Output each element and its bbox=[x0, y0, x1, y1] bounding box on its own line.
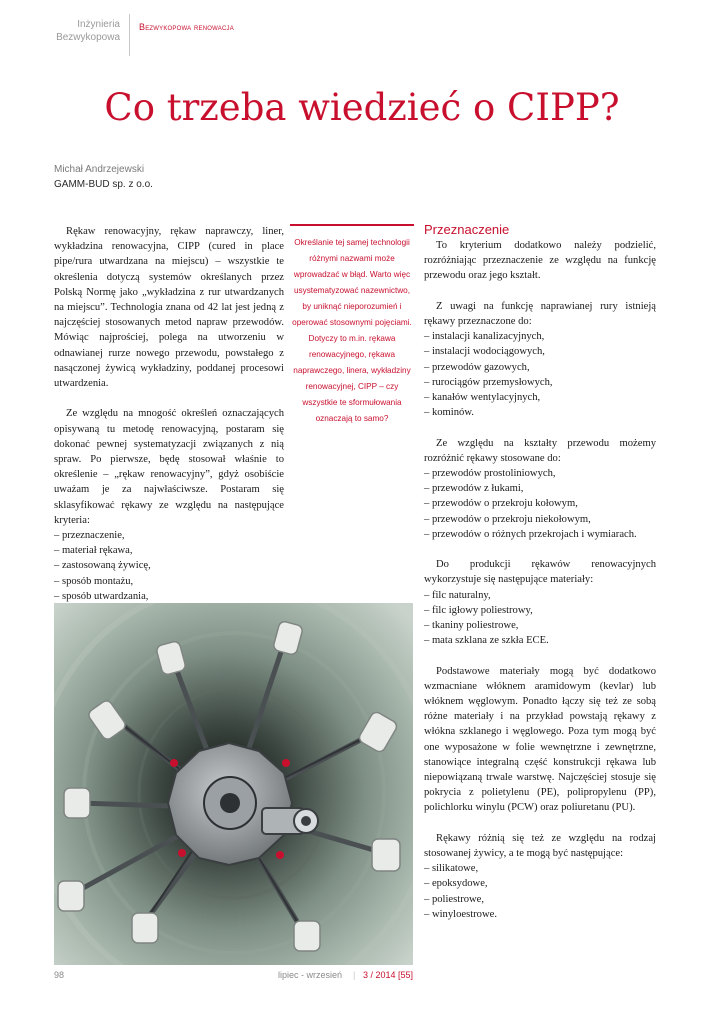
photo-cipp-robot bbox=[54, 603, 413, 965]
function-list-item: – kominów. bbox=[424, 407, 474, 419]
column-left bbox=[54, 224, 284, 619]
function-list-item: – przewodów gazowych, bbox=[424, 361, 530, 373]
paragraph: To kryterium dodatkowo należy podzielić, rozróżniając przeznaczenie ze względu na funkcję przewodu oraz jego kształt. bbox=[424, 240, 656, 282]
section-label: Bezwykopowa renowacja bbox=[139, 22, 234, 32]
resin-list-item: – poliestrowe, bbox=[424, 893, 485, 905]
criteria-item: – przeznaczenie, bbox=[54, 530, 125, 542]
author-company: GAMM-BUD sp. z o.o. bbox=[54, 179, 153, 190]
resin-list-item: – epoksydowe, bbox=[424, 878, 488, 890]
paragraph-intro: Rękaw renowacyjny, rękaw naprawczy, liner, wykładzina renowacyjna, CIPP (cured in place pipe/rura utwardzana na miejscu) – wszystkie te określenia dotyczą systemów określanych przez Polską Normę jako „wykładzina z rur utwardzanych na miejscu”. Technologia znana od 42 lat jest jedną z najczęściej stosowanych metod napraw przewodów. Mówiąc najprościej, polega na utworzeniu w odnawianej rurze nowego przewodu, powstałego z nasączonej żywicą wykładziny, poddanej procesowi utwardzenia. bbox=[54, 226, 284, 390]
material-list-item: – filc igłowy poliestrowy, bbox=[424, 604, 533, 616]
header-divider bbox=[129, 14, 130, 56]
paragraph-classification: Ze względu na mnogość określeń oznaczających opisywaną tu metodę renowacyjną, postaram się dokonać pewnej systematyzacji związanych z nią spraw. Po pierwsze, będę stosował właśnie to określenie – „rękaw renowacyjny”, gdyż osobiście uważam je za najwłaściwsze. Postaram się sklasyfikować rękawy ze względu na następujące kryteria: bbox=[54, 408, 284, 526]
brand-line-2: Bezwykopowa bbox=[56, 32, 120, 43]
material-list-item: – mata szklana ze szkła ECE. bbox=[424, 635, 549, 647]
footer-separator: | bbox=[353, 970, 356, 980]
shape-list-item: – przewodów prostoliniowych, bbox=[424, 468, 556, 480]
criteria-item: – sposób montażu, bbox=[54, 575, 134, 587]
paragraph: Z uwagi na funkcję naprawianej rury istnieją rękawy przeznaczone do: bbox=[424, 300, 656, 327]
footer-issue: 3 / 2014 [55] bbox=[363, 970, 414, 980]
material-list-item: – filc naturalny, bbox=[424, 589, 491, 601]
shape-list-item: – przewodów o różnych przekrojach i wymiarach. bbox=[424, 528, 637, 540]
paragraph: Do produkcji rękawów renowacyjnych wykorzystuje się następujące materiały: bbox=[424, 559, 656, 586]
resin-list-item: – winyloestrowe. bbox=[424, 908, 497, 920]
pull-quote: Określanie tej samej technologii różnymi nazwami może wprowadzać w błąd. Warto więc usystematyzować nazewnictwo, by uniknąć nieporozumień i operować stosownymi pojęciami. Dotyczy to m.in. rękawa renowacyjnego, rękawa naprawczego, linera, wykładziny renowacyjnej, CIPP – czy wszystkie te sformułowania oznaczają to samo? bbox=[290, 224, 414, 427]
criteria-item: – materiał rękawa, bbox=[54, 545, 133, 557]
function-list-item: – rurociągów przemysłowych, bbox=[424, 376, 553, 388]
paragraph: Ze względu na kształty przewodu możemy rozróżnić rękawy stosowane do: bbox=[424, 437, 656, 464]
material-list-item: – tkaniny poliestrowe, bbox=[424, 620, 519, 632]
author-name: Michał Andrzejewski bbox=[54, 164, 145, 175]
brand-line-1: Inżynieria bbox=[77, 19, 120, 30]
function-list-item: – instalacji wodociągowych, bbox=[424, 346, 545, 358]
paragraph: Rękawy różnią się też ze względu na rodzaj stosowanej żywicy, a te mogą być następujące: bbox=[424, 832, 656, 860]
shape-list-item: – przewodów o przekroju niekołowym, bbox=[424, 513, 591, 525]
function-list-item: – kanałów wentylacyjnych, bbox=[424, 392, 541, 404]
criteria-item: – zastosowaną żywicę, bbox=[54, 560, 151, 572]
function-list-item: – instalacji kanalizacyjnych, bbox=[424, 331, 545, 343]
column-right bbox=[424, 238, 656, 922]
criteria-item: – sposób utwardzania, bbox=[54, 590, 149, 602]
shape-list-item: – przewodów z łukami, bbox=[424, 483, 524, 495]
article-title: Co trzeba wiedzieć o CIPP? bbox=[104, 86, 620, 129]
cipp-robot-illustration bbox=[54, 603, 413, 965]
page-number: 98 bbox=[54, 970, 65, 980]
magazine-brand bbox=[40, 18, 120, 44]
paragraph: Podstawowe materiały mogą być dodatkowo wzmacniane włóknem aramidowym (kevlar) lub włóknem węglowym. Ponadto łączy się też ze sobą różne materiały i na przykład powstają rękawy z włókna szklanego i węglowego. Poza tym mogą być one wyposażone w folie wewnętrzne i zewnętrzne, stanowiące integralną część konstrukcji rękawa lub niepowiązaną trwale warstwę. Najczęściej stosuje się pokrycia z polietylenu (PE), polipropylenu (PP), polichlorku winylu (PCW) oraz poliuretanu (PU). bbox=[424, 665, 656, 814]
footer-period: lipiec - wrzesień bbox=[278, 970, 343, 980]
resin-list-item: – silikatowe, bbox=[424, 863, 479, 875]
shape-list-item: – przewodów o przekroju kołowym, bbox=[424, 498, 578, 510]
subheading-przeznaczenie: Przeznaczenie bbox=[424, 222, 510, 237]
